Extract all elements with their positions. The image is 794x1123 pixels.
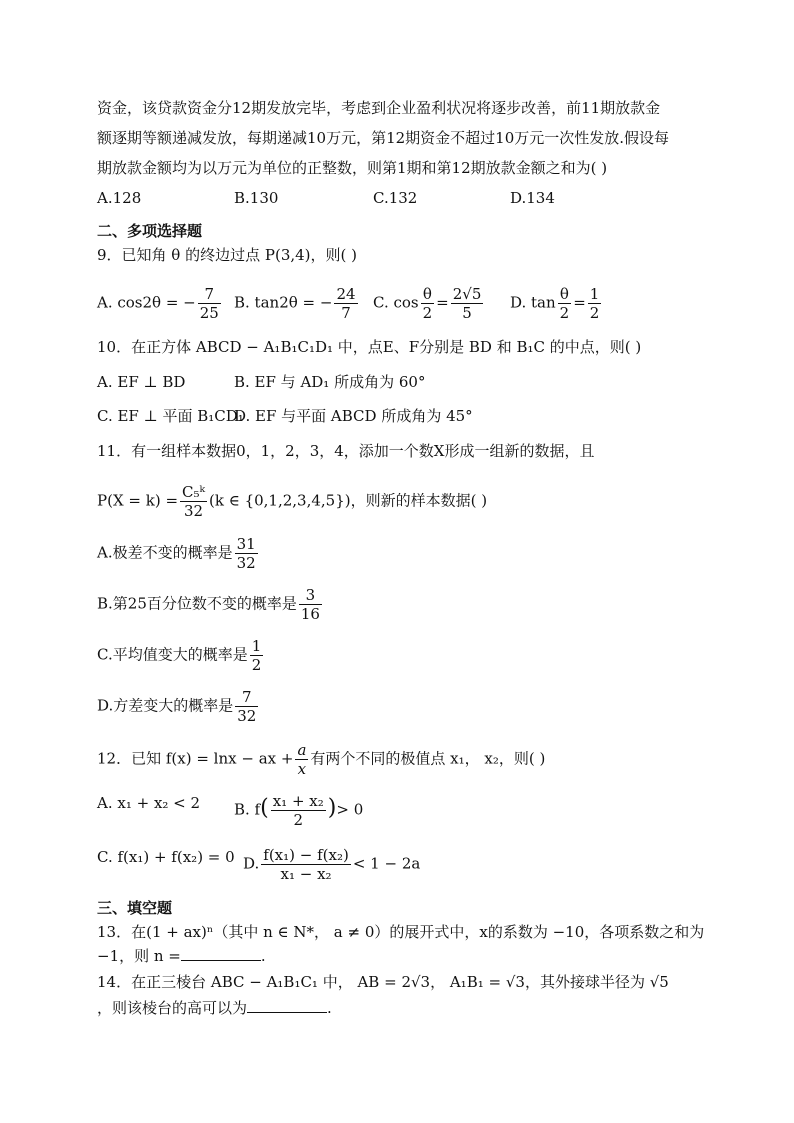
q11-option-b-fraction (299, 586, 322, 623)
q8-option-d: D.134 (510, 189, 555, 207)
fraction-denominator: 5 (462, 304, 472, 322)
q12-option-b-suffix: > 0 (336, 800, 364, 819)
q11-option-a-text: A.极差不变的概率是 (97, 543, 233, 562)
q8-line-1: 资金，该贷款资金分12期发放完毕，考虑到企业盈利状况将逐步改善，前11期放款金 (97, 99, 661, 117)
fraction-denominator: x (297, 760, 307, 778)
q9-option-a-prefix: A. cos2θ = − (97, 293, 196, 312)
fraction-numerator: 24 (336, 285, 356, 303)
q11-option-b (97, 586, 324, 623)
fraction-denominator: 16 (300, 605, 320, 623)
q12-option-a: A. x₁ + x₂ < 2 (97, 794, 201, 812)
fraction-numerator: 7 (235, 688, 258, 707)
q12-stem-prefix: 12．已知 f(x) = lnx − ax + (97, 749, 294, 768)
q11-formula-prefix: P(X = k) = (97, 491, 179, 510)
q12-option-c: C. f(x₁) + f(x₂) = 0 (97, 848, 235, 866)
q14-line-2-suffix: . (327, 999, 332, 1017)
q9-option-c (373, 285, 485, 322)
q8-option-b: B.130 (234, 189, 279, 207)
q11-option-d (97, 688, 260, 725)
q9-option-c-equals: = (436, 293, 449, 312)
fraction-denominator: 2 (422, 304, 433, 322)
q11-option-d-text: D.方差变大的概率是 (97, 696, 234, 715)
q13-line-2-prefix: −1，则 n = (97, 947, 181, 965)
fraction-denominator: 2 (559, 304, 570, 322)
q8-line-2: 额逐期等额递减发放，每期递减10万元，第12期资金不超过10万元一次性发放.假设每 (97, 129, 670, 147)
q11-formula-fraction (180, 483, 207, 520)
q10-stem: 10．在正方体 ABCD − A₁B₁C₁D₁ 中，点E、F分别是 BD 和 B₁C 的中点，则( ) (97, 338, 642, 356)
q10-option-a: A. EF ⊥ BD (97, 373, 186, 391)
q13-line-2-suffix: . (260, 947, 266, 965)
paren-left: ( (260, 795, 269, 821)
q11-option-a (97, 535, 260, 572)
q12-option-d-prefix: D. (243, 854, 260, 873)
q11-option-c-text: C.平均值变大的概率是 (97, 645, 248, 664)
section-title-fill-in: 三、填空题 (97, 899, 173, 917)
q8-line-3: 期放款金额均为以万元为单位的正整数，则第1期和第12期放款金额之和为( ) (97, 159, 608, 177)
q11-option-d-fraction (235, 688, 258, 725)
q9-option-b-prefix: B. tan2θ = − (234, 293, 333, 312)
q11-stem: 11．有一组样本数据0，1，2，3，4，添加一个数X形成一组新的数据，且 (97, 442, 595, 460)
q8-option-c: C.132 (373, 189, 418, 207)
answer-blank[interactable] (247, 998, 327, 1013)
q9-option-d (510, 285, 603, 322)
fraction-numerator: x₁ + x₂ (272, 792, 324, 810)
q11-formula (97, 483, 487, 520)
q12-stem (97, 741, 545, 778)
fraction-numerator: 31 (236, 535, 256, 553)
fraction-denominator: 2 (251, 656, 262, 674)
paren-right: ) (327, 795, 337, 821)
fraction-numerator: θ (421, 285, 435, 304)
q12-option-b-fraction (271, 792, 326, 829)
q9-option-c-prefix: C. cos (373, 293, 419, 312)
q9-option-d-fraction-2 (588, 285, 602, 322)
q9-option-a-fraction (198, 285, 221, 322)
q9-option-c-fraction-2 (451, 285, 484, 322)
fraction-numerator: 1 (251, 637, 262, 655)
fraction-numerator: 2√5 (452, 285, 482, 303)
q9-option-b (234, 285, 360, 322)
q9-option-a (97, 285, 223, 322)
q9-stem: 9．已知角 θ 的终边过点 P(3,4)，则( ) (97, 246, 358, 264)
q12-option-d-suffix: < 1 − 2a (352, 854, 421, 873)
fraction-numerator: f(x₁) − f(x₂) (263, 846, 349, 864)
q9-option-b-fraction (334, 285, 357, 322)
q14-line-2 (97, 997, 332, 1019)
fraction-denominator: x₁ − x₂ (280, 865, 332, 883)
fraction-denominator: 32 (236, 554, 256, 572)
q13-line-2 (97, 945, 266, 967)
fraction-numerator: 7 (198, 285, 221, 304)
q8-option-a: A.128 (97, 189, 142, 207)
answer-blank[interactable] (181, 946, 261, 961)
q12-option-d-fraction (261, 846, 351, 883)
q9-option-d-fraction-1 (558, 285, 572, 322)
q11-option-a-fraction (235, 535, 258, 572)
fraction-denominator: 7 (341, 304, 351, 322)
fraction-numerator: 1 (589, 285, 600, 303)
q12-option-d (243, 846, 420, 883)
q12-stem-suffix: 有两个不同的极值点 x₁， x₂，则( ) (310, 749, 546, 768)
q10-option-b: B. EF 与 AD₁ 所成角为 60° (234, 373, 426, 391)
fraction-denominator: 32 (183, 502, 204, 520)
q14-line-1: 14．在正三棱台 ABC − A₁B₁C₁ 中， AB = 2√3， A₁B₁ = √3，其外接球半径为 √5 (97, 973, 669, 991)
q9-option-c-fraction-1 (421, 285, 435, 322)
q10-option-c: C. EF ⊥ 平面 B₁CD₁ (97, 407, 244, 425)
q11-option-c-fraction (250, 637, 264, 674)
q11-option-b-text: B.第25百分位数不变的概率是 (97, 594, 297, 613)
q9-option-d-prefix: D. tan (510, 293, 556, 312)
fraction-denominator: 25 (199, 304, 219, 322)
q10-option-d: D. EF 与平面 ABCD 所成角为 45° (234, 407, 473, 425)
fraction-denominator: 2 (293, 811, 304, 829)
fraction-numerator: θ (558, 285, 572, 304)
q12-option-b-prefix: B. f (234, 800, 261, 819)
q14-line-2-prefix: ，则该棱台的高可以为 (97, 999, 248, 1017)
q13-line-1: 13．在(1 + ax)ⁿ（其中 n ∈ N*， a ≠ 0）的展开式中，x的系数为 −10，各项系数之和为 (97, 923, 705, 941)
fraction-denominator: 2 (589, 304, 600, 322)
q9-option-d-equals: = (573, 293, 586, 312)
section-title-multiple-choice: 二、多项选择题 (97, 222, 203, 240)
fraction-numerator: C₅ᵏ (182, 483, 205, 501)
q12-stem-fraction (295, 741, 308, 778)
fraction-numerator: a (297, 741, 307, 759)
fraction-denominator: 32 (237, 707, 257, 725)
q12-option-b (234, 792, 363, 829)
q11-formula-suffix: (k ∈ {0,1,2,3,4,5})，则新的样本数据( ) (208, 491, 488, 510)
fraction-numerator: 3 (299, 586, 322, 605)
q11-option-c (97, 637, 265, 674)
